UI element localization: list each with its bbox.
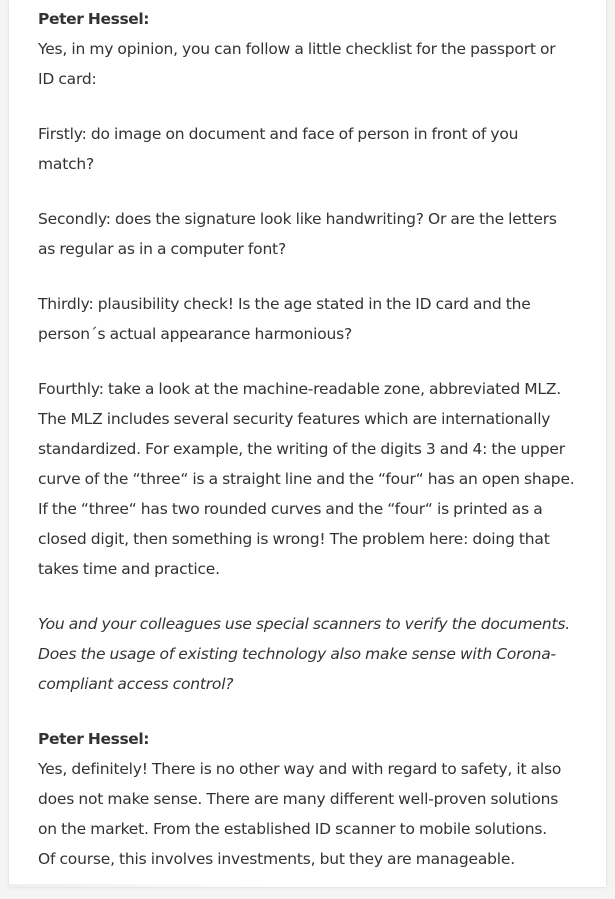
checklist-item-thirdly: Thirdly: plausibility check! Is the age stated in the ID card and the person´s actual appearance harmonious? (38, 289, 586, 349)
speaker-name: Peter Hessel: (38, 4, 586, 34)
checklist-item-firstly: Firstly: do image on document and face of person in front of you match? (38, 119, 586, 179)
checklist-item-secondly: Secondly: does the signature look like handwriting? Or are the letters as regular as in a computer font? (38, 204, 586, 264)
answer-paragraph-1 (38, 4, 586, 94)
article-page (9, 0, 606, 887)
answer-paragraph-2 (38, 724, 586, 874)
answer-text: Yes, in my opinion, you can follow a little checklist for the passport or ID card: (38, 40, 555, 88)
speaker-name: Peter Hessel: (38, 724, 586, 754)
article-body (38, 4, 586, 899)
answer-text: Yes, definitely! There is no other way and with regard to safety, it also does not make sense. There are many different well-proven solutions on the market. From the established ID scanner to mobile solutions. Of course, this involves investments, but they are manageable. (38, 760, 561, 868)
checklist-item-fourthly: Fourthly: take a look at the machine-readable zone, abbreviated MLZ. The MLZ includes several security features which are internationally standardized. For example, the writing of the digits 3 and 4: the upper curve of the “three“ is a straight line and the “four“ has an open shape. If the “three“ has two rounded curves and the “four“ is printed as a closed digit, then something is wrong! The problem here: doing that takes time and practice. (38, 374, 586, 584)
interview-question: You and your colleagues use special scanners to verify the documents. Does the usage of existing technology also make sense with Corona- compliant access control? (38, 609, 586, 699)
